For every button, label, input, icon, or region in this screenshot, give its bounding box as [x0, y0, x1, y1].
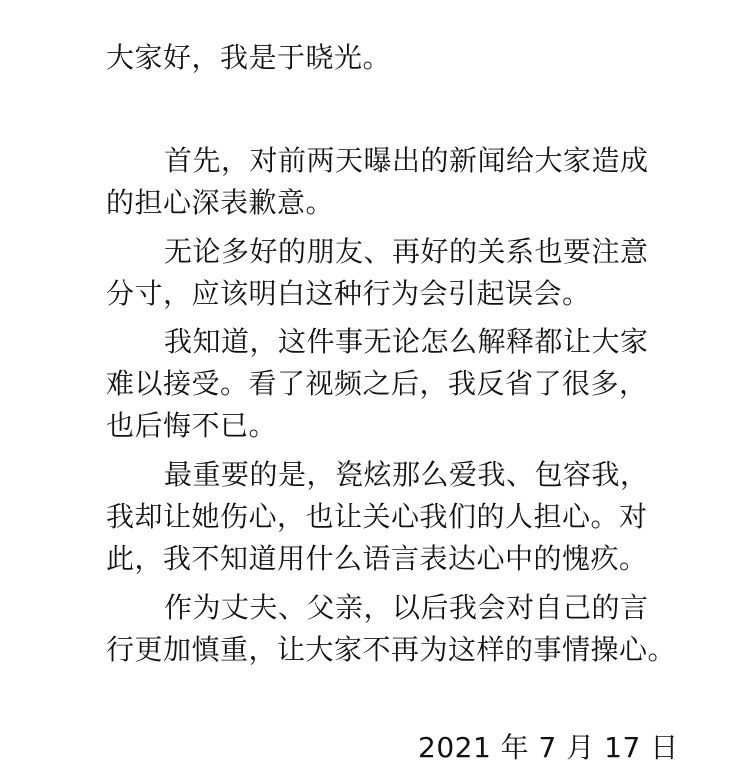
paragraph-line: 作为丈夫、父亲，以后我会对自己的言: [164, 591, 649, 624]
paragraph-line: 分寸，应该明白这种行为会引起误会。: [106, 277, 591, 310]
paragraph-line: 此，我不知道用什么语言表达心中的愧疚。: [106, 542, 648, 575]
paragraph-line: 我知道，这件事无论怎么解释都让大家: [164, 325, 649, 358]
paragraph-line: 也后悔不已。: [106, 409, 278, 442]
paragraph-line: 我却让她伤心，也让关心我们的人担心。对: [106, 500, 648, 533]
signature-date: 2021 年 7 月 17 日: [418, 731, 679, 764]
paragraph-line: 行更加慎重，让大家不再为这样的事情操心。: [106, 633, 677, 666]
paragraph-line: 最重要的是，瓷炫那么爱我、包容我，: [164, 458, 649, 491]
paragraph-line: 难以接受。看了视频之后，我反省了很多，: [106, 367, 648, 400]
paragraph-line: 的担心深表歉意。: [106, 186, 335, 219]
paragraph-line: 无论多好的朋友、再好的关系也要注意: [164, 235, 649, 268]
greeting: 大家好，我是于晓光。: [106, 41, 392, 74]
paragraph-line: 首先，对前两天曝出的新闻给大家造成: [164, 144, 649, 177]
